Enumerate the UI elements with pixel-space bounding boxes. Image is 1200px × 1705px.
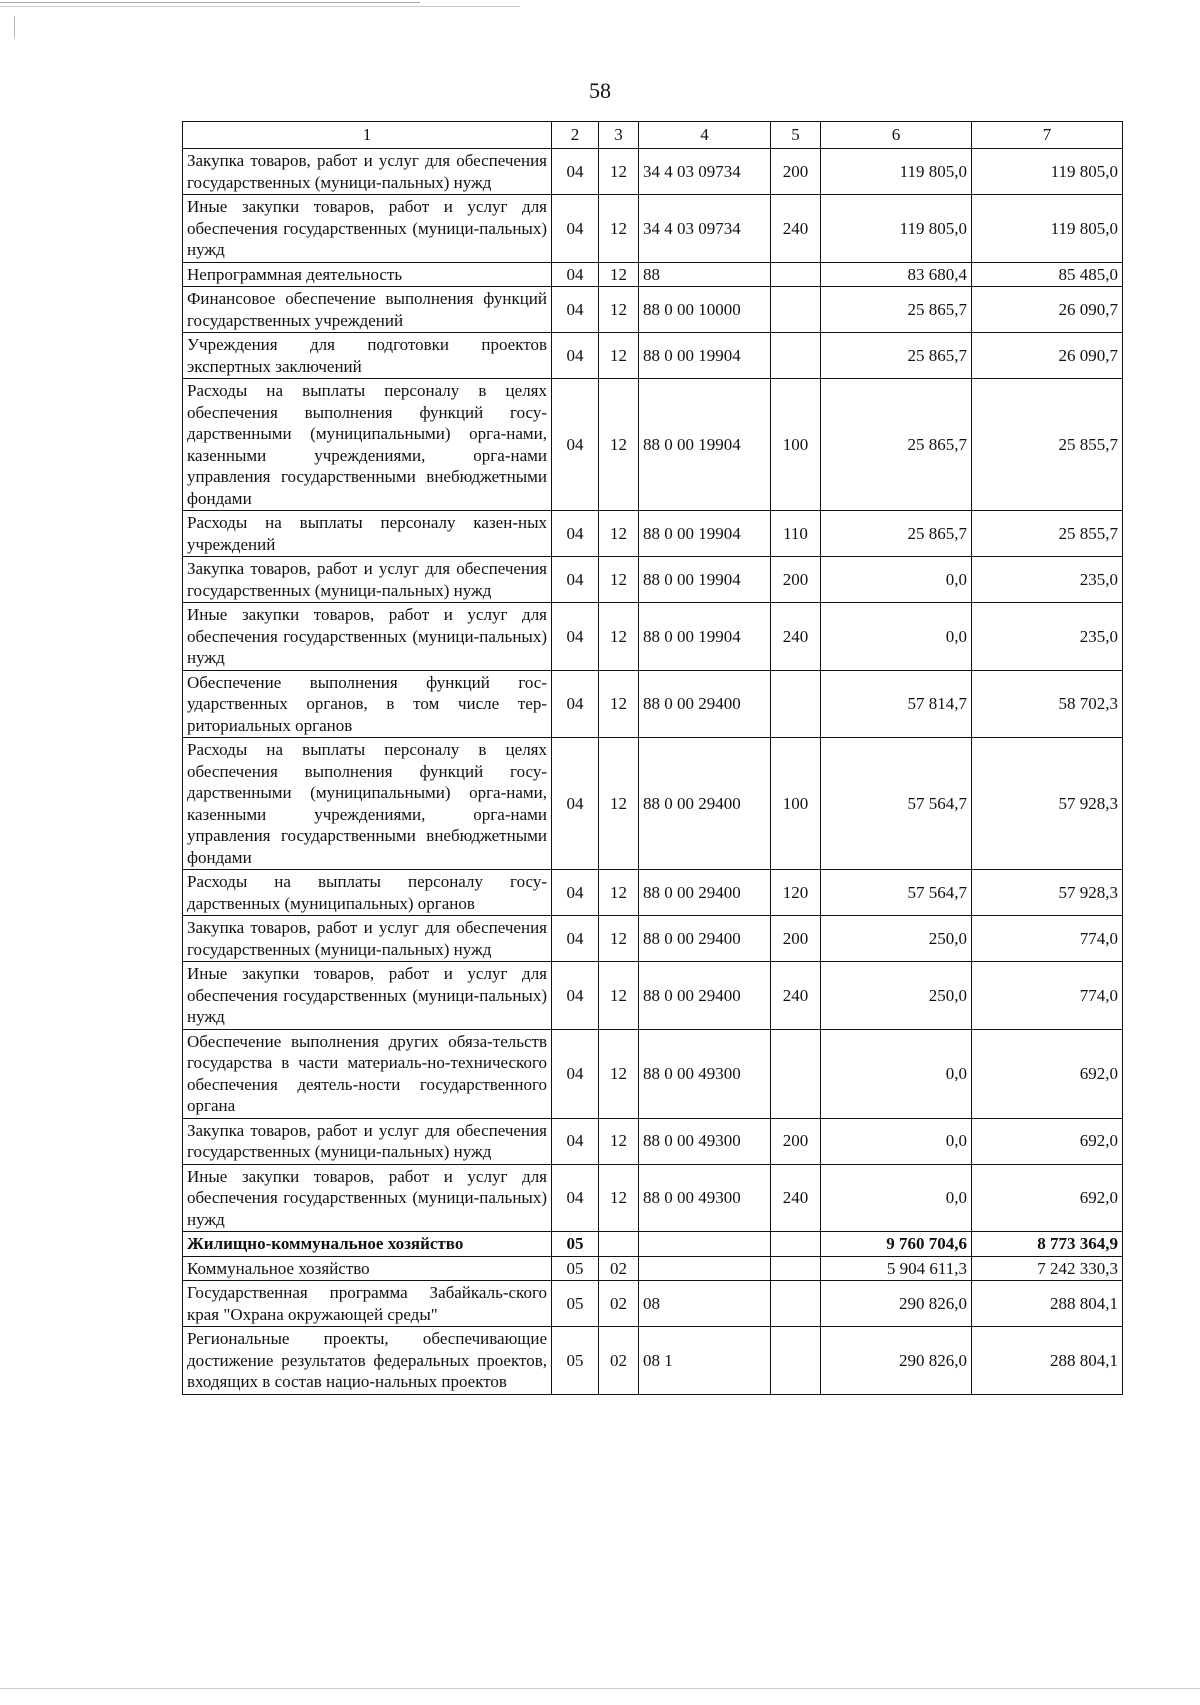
section-code-cell: 04 [552,287,599,333]
expense-type-cell: 200 [771,557,821,603]
target-article-cell: 88 0 00 29400 [639,870,771,916]
subsection-code-cell: 12 [599,962,639,1030]
amount-year2-cell: 25 855,7 [972,379,1123,511]
amount-year1-cell: 25 865,7 [821,333,972,379]
amount-year2-cell: 235,0 [972,557,1123,603]
section-code-cell: 05 [552,1281,599,1327]
column-header: 2 [552,122,599,149]
section-code-cell: 04 [552,262,599,287]
row-name-cell: Расходы на выплаты персоналу в целях обеспечения выполнения функций госу-дарственными (муниципальными) орга-нами, казенными учреждениями, орга-нами управления государственными внебюджетными фондами [183,379,552,511]
amount-year2-cell: 26 090,7 [972,333,1123,379]
target-article-cell: 88 0 00 29400 [639,916,771,962]
amount-year1-cell: 119 805,0 [821,149,972,195]
expense-type-cell [771,1256,821,1281]
target-article-cell: 08 [639,1281,771,1327]
expense-type-cell [771,1327,821,1395]
target-article-cell: 88 0 00 49300 [639,1118,771,1164]
table-row [183,738,1123,870]
column-header: 4 [639,122,771,149]
section-code-cell: 04 [552,1164,599,1232]
target-article-cell: 88 0 00 19904 [639,379,771,511]
page-number: 58 [589,78,611,103]
subsection-code-cell: 12 [599,603,639,671]
expense-type-cell: 120 [771,870,821,916]
expense-type-cell: 240 [771,195,821,263]
row-name-cell: Иные закупки товаров, работ и услуг для обеспечения государственных (муници-пальных) нужд [183,195,552,263]
target-article-cell: 88 0 00 19904 [639,333,771,379]
subsection-code-cell: 12 [599,1029,639,1118]
section-code-cell: 04 [552,195,599,263]
section-code-cell: 05 [552,1232,599,1257]
target-article-cell: 88 0 00 29400 [639,962,771,1030]
table-row [183,1327,1123,1395]
amount-year2-cell: 8 773 364,9 [972,1232,1123,1257]
subsection-code-cell: 12 [599,557,639,603]
expense-type-cell [771,1281,821,1327]
table-row [183,1029,1123,1118]
table-row [183,603,1123,671]
amount-year2-cell: 58 702,3 [972,670,1123,738]
subsection-code-cell: 12 [599,195,639,263]
amount-year2-cell: 692,0 [972,1164,1123,1232]
target-article-cell: 34 4 03 09734 [639,149,771,195]
target-article-cell: 88 0 00 49300 [639,1164,771,1232]
table-row [183,962,1123,1030]
scan-edge-line [0,2,420,3]
table-row [183,333,1123,379]
subsection-code-cell: 12 [599,511,639,557]
target-article-cell [639,1256,771,1281]
row-name-cell: Региональные проекты, обеспечивающие достижение результатов федеральных проектов, входящих в состав нацио-нальных проектов [183,1327,552,1395]
amount-year1-cell: 0,0 [821,1029,972,1118]
subsection-code-cell: 02 [599,1281,639,1327]
expense-type-cell: 100 [771,379,821,511]
amount-year2-cell: 119 805,0 [972,149,1123,195]
row-name-cell: Закупка товаров, работ и услуг для обеспечения государственных (муници-пальных) нужд [183,557,552,603]
subsection-code-cell: 12 [599,870,639,916]
row-name-cell: Закупка товаров, работ и услуг для обеспечения государственных (муници-пальных) нужд [183,916,552,962]
amount-year2-cell: 7 242 330,3 [972,1256,1123,1281]
table-row [183,670,1123,738]
amount-year1-cell: 57 814,7 [821,670,972,738]
subsection-code-cell: 02 [599,1256,639,1281]
target-article-cell: 88 0 00 19904 [639,603,771,671]
scan-edge-line [0,1688,1200,1689]
target-article-cell: 08 1 [639,1327,771,1395]
amount-year2-cell: 288 804,1 [972,1281,1123,1327]
section-code-cell: 04 [552,333,599,379]
scan-edge-line [0,6,520,7]
subsection-code-cell: 12 [599,670,639,738]
section-code-cell: 04 [552,511,599,557]
table-row [183,916,1123,962]
row-name-cell: Расходы на выплаты персоналу казен-ных учреждений [183,511,552,557]
amount-year1-cell: 57 564,7 [821,738,972,870]
target-article-cell: 88 0 00 29400 [639,670,771,738]
amount-year1-cell: 290 826,0 [821,1281,972,1327]
amount-year1-cell: 250,0 [821,916,972,962]
row-name-cell: Учреждения для подготовки проектов экспертных заключений [183,333,552,379]
row-name-cell: Коммунальное хозяйство [183,1256,552,1281]
amount-year1-cell: 25 865,7 [821,287,972,333]
subsection-code-cell: 12 [599,287,639,333]
amount-year2-cell: 692,0 [972,1118,1123,1164]
subsection-code-cell: 12 [599,262,639,287]
expense-type-cell: 240 [771,1164,821,1232]
scan-mark [14,16,15,38]
amount-year1-cell: 0,0 [821,557,972,603]
section-code-cell: 04 [552,916,599,962]
table-header-row [183,122,1123,149]
expense-type-cell: 200 [771,149,821,195]
expense-type-cell [771,1029,821,1118]
subsection-code-cell: 12 [599,149,639,195]
expense-type-cell: 200 [771,1118,821,1164]
expense-type-cell [771,333,821,379]
row-name-cell: Расходы на выплаты персоналу в целях обеспечения выполнения функций госу-дарственными (муниципальными) орга-нами, казенными учреждениями, орга-нами управления государственными внебюджетными фондами [183,738,552,870]
amount-year1-cell: 0,0 [821,603,972,671]
row-name-cell: Финансовое обеспечение выполнения функций государственных учреждений [183,287,552,333]
row-name-cell: Иные закупки товаров, работ и услуг для обеспечения государственных (муници-пальных) нужд [183,603,552,671]
amount-year2-cell: 288 804,1 [972,1327,1123,1395]
column-header: 7 [972,122,1123,149]
row-name-cell: Закупка товаров, работ и услуг для обеспечения государственных (муници-пальных) нужд [183,149,552,195]
subsection-code-cell: 12 [599,1118,639,1164]
amount-year1-cell: 0,0 [821,1164,972,1232]
table-row [183,1281,1123,1327]
section-code-cell: 04 [552,1118,599,1164]
table-row [183,287,1123,333]
subsection-code-cell: 12 [599,916,639,962]
amount-year2-cell: 235,0 [972,603,1123,671]
expense-type-cell [771,262,821,287]
table-row [183,1118,1123,1164]
table-row [183,870,1123,916]
section-code-cell: 04 [552,870,599,916]
target-article-cell: 88 0 00 19904 [639,557,771,603]
target-article-cell [639,1232,771,1257]
column-header: 6 [821,122,972,149]
amount-year1-cell: 250,0 [821,962,972,1030]
expense-type-cell: 110 [771,511,821,557]
row-name-cell: Иные закупки товаров, работ и услуг для обеспечения государственных (муници-пальных) нужд [183,962,552,1030]
subsection-code-cell: 12 [599,738,639,870]
table-row [183,262,1123,287]
table-row [183,511,1123,557]
table-row [183,1256,1123,1281]
amount-year1-cell: 9 760 704,6 [821,1232,972,1257]
section-code-cell: 04 [552,379,599,511]
expense-type-cell: 240 [771,603,821,671]
row-name-cell: Расходы на выплаты персоналу госу-дарственных (муниципальных) органов [183,870,552,916]
section-code-cell: 04 [552,149,599,195]
section-code-cell: 04 [552,670,599,738]
amount-year2-cell: 26 090,7 [972,287,1123,333]
amount-year1-cell: 57 564,7 [821,870,972,916]
amount-year2-cell: 57 928,3 [972,738,1123,870]
table-row [183,1164,1123,1232]
amount-year1-cell: 83 680,4 [821,262,972,287]
table-row [183,379,1123,511]
expense-type-cell [771,670,821,738]
expense-type-cell [771,1232,821,1257]
expense-type-cell [771,287,821,333]
subsection-code-cell: 12 [599,333,639,379]
column-header: 5 [771,122,821,149]
section-code-cell: 05 [552,1256,599,1281]
subsection-code-cell: 12 [599,1164,639,1232]
column-header: 1 [183,122,552,149]
target-article-cell: 88 0 00 29400 [639,738,771,870]
section-code-cell: 04 [552,557,599,603]
expense-type-cell: 200 [771,916,821,962]
section-code-cell: 04 [552,603,599,671]
section-code-cell: 04 [552,738,599,870]
column-header: 3 [599,122,639,149]
table-row [183,1232,1123,1257]
target-article-cell: 88 0 00 49300 [639,1029,771,1118]
amount-year1-cell: 5 904 611,3 [821,1256,972,1281]
row-name-cell: Государственная программа Забайкаль-ского края "Охрана окружающей среды" [183,1281,552,1327]
amount-year2-cell: 774,0 [972,916,1123,962]
row-name-cell: Жилищно-коммунальное хозяйство [183,1232,552,1257]
row-name-cell: Обеспечение выполнения других обяза-тельств государства в части материаль-но-технического обеспечения деятель-ности государственного органа [183,1029,552,1118]
amount-year2-cell: 25 855,7 [972,511,1123,557]
expense-type-cell: 100 [771,738,821,870]
amount-year2-cell: 85 485,0 [972,262,1123,287]
amount-year1-cell: 119 805,0 [821,195,972,263]
subsection-code-cell [599,1232,639,1257]
amount-year2-cell: 119 805,0 [972,195,1123,263]
section-code-cell: 04 [552,1029,599,1118]
row-name-cell: Непрограммная деятельность [183,262,552,287]
section-code-cell: 04 [552,962,599,1030]
target-article-cell: 88 [639,262,771,287]
table-row [183,195,1123,263]
amount-year2-cell: 692,0 [972,1029,1123,1118]
section-code-cell: 05 [552,1327,599,1395]
budget-table [182,121,1123,1395]
table-row [183,149,1123,195]
target-article-cell: 88 0 00 19904 [639,511,771,557]
amount-year2-cell: 774,0 [972,962,1123,1030]
target-article-cell: 88 0 00 10000 [639,287,771,333]
amount-year1-cell: 0,0 [821,1118,972,1164]
table-row [183,557,1123,603]
amount-year1-cell: 290 826,0 [821,1327,972,1395]
row-name-cell: Обеспечение выполнения функций гос-ударственных органов, в том числе тер-риториальных органов [183,670,552,738]
row-name-cell: Иные закупки товаров, работ и услуг для обеспечения государственных (муници-пальных) нужд [183,1164,552,1232]
expense-type-cell: 240 [771,962,821,1030]
amount-year1-cell: 25 865,7 [821,379,972,511]
amount-year1-cell: 25 865,7 [821,511,972,557]
subsection-code-cell: 02 [599,1327,639,1395]
amount-year2-cell: 57 928,3 [972,870,1123,916]
subsection-code-cell: 12 [599,379,639,511]
target-article-cell: 34 4 03 09734 [639,195,771,263]
row-name-cell: Закупка товаров, работ и услуг для обеспечения государственных (муници-пальных) нужд [183,1118,552,1164]
